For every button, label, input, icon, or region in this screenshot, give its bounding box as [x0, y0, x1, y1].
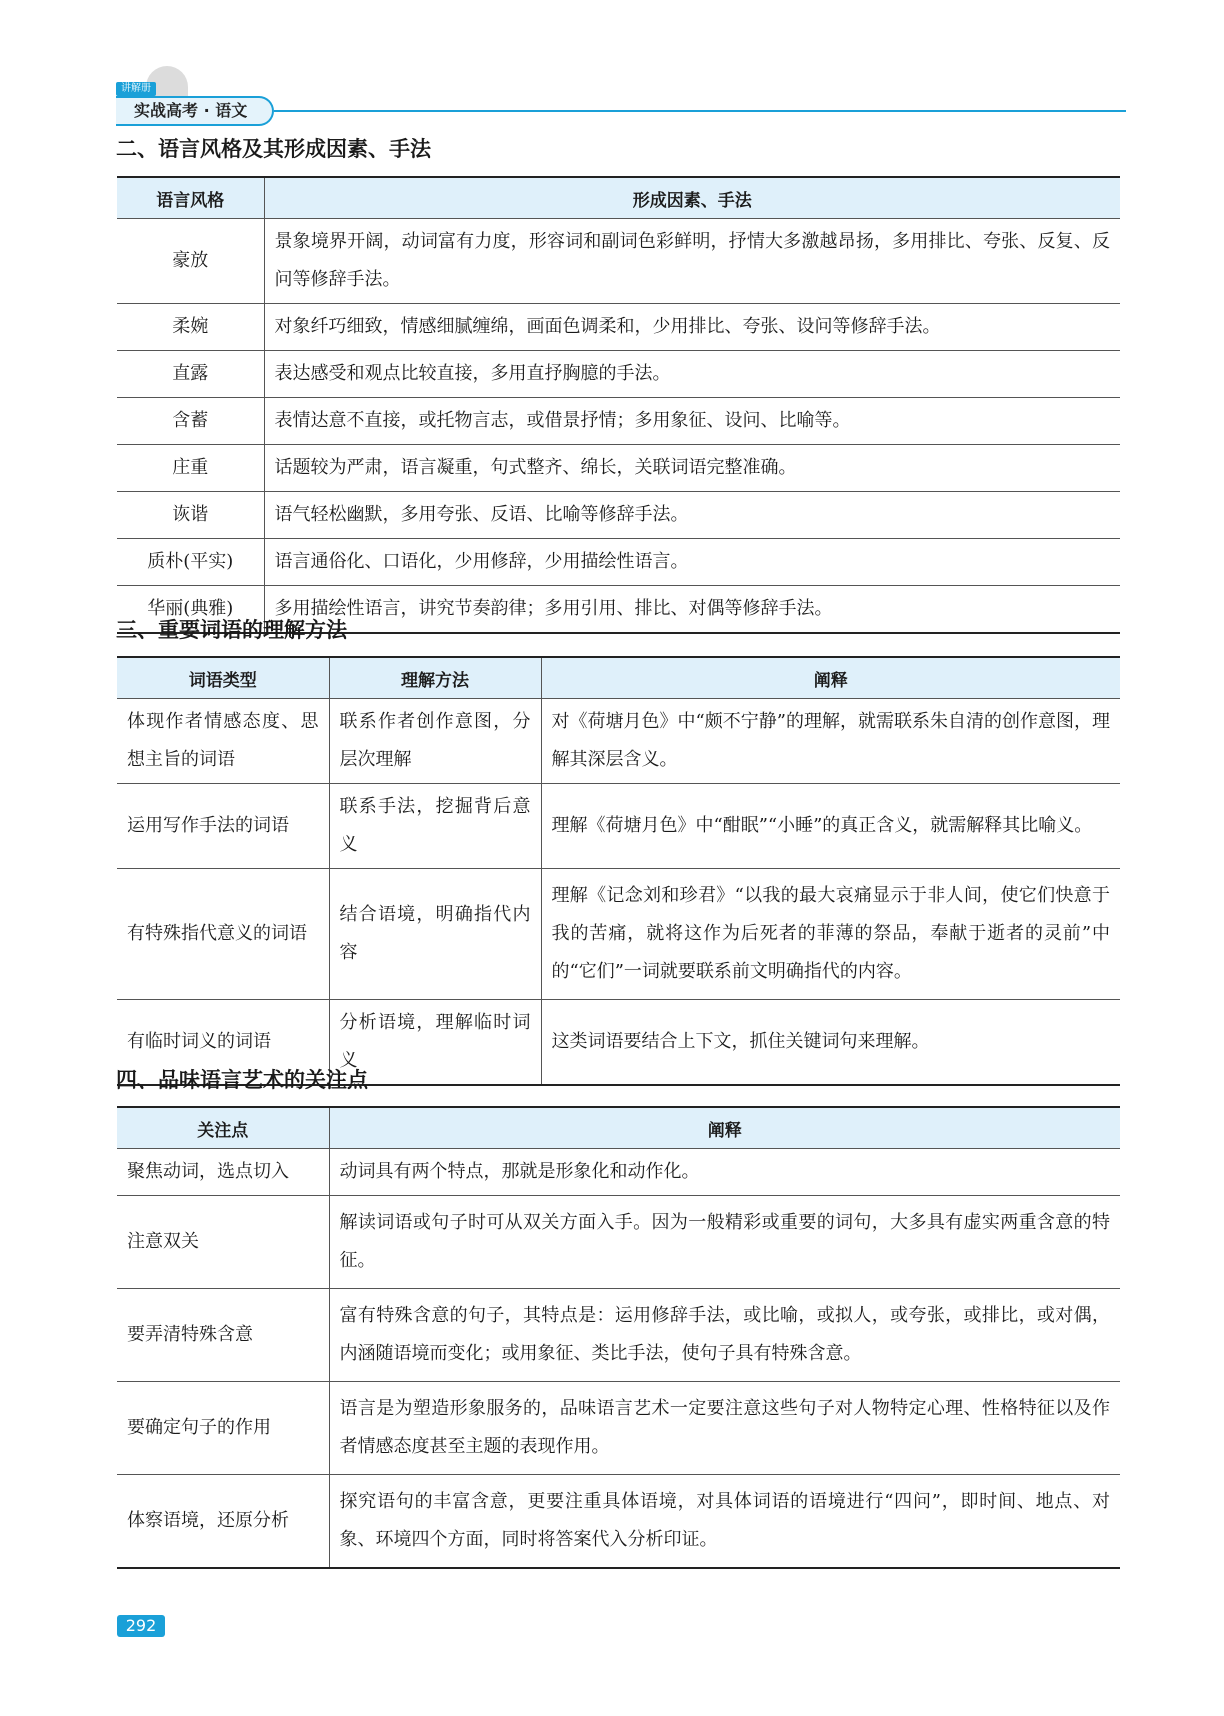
style-desc: 语气轻松幽默，多用夸张、反语、比喻等修辞手法。	[264, 492, 1120, 539]
word-method: 联系手法，挖掘背后意义	[329, 784, 541, 869]
column-header: 阐释	[541, 657, 1120, 699]
style-name: 华丽(典雅)	[117, 586, 264, 634]
style-name: 质朴(平实)	[117, 539, 264, 586]
style-desc: 对象纤巧细致，情感细腻缠绵，画面色调柔和，少用排比、夸张、设问等修辞手法。	[264, 304, 1120, 351]
style-desc: 多用描绘性语言，讲究节奏韵律；多用引用、排比、对偶等修辞手法。	[264, 586, 1120, 634]
section2-title: 二、语言风格及其形成因素、手法	[116, 137, 431, 161]
column-header: 关注点	[117, 1107, 329, 1149]
style-desc: 语言通俗化、口语化，少用修辞，少用描绘性语言。	[264, 539, 1120, 586]
focus-point: 聚焦动词，选点切入	[117, 1149, 329, 1196]
table-header-row	[117, 1107, 1120, 1149]
word-type: 体现作者情感态度、思想主旨的词语	[117, 699, 329, 784]
style-desc: 表达感受和观点比较直接，多用直抒胸臆的手法。	[264, 351, 1120, 398]
focus-explain: 探究语句的丰富含意，更要注重具体语境，对具体词语的语境进行“四问”，即时间、地点、对象、环境四个方面，同时将答案代入分析印证。	[329, 1475, 1120, 1569]
word-type: 有特殊指代意义的词语	[117, 869, 329, 1000]
word-method: 联系作者创作意图，分层次理解	[329, 699, 541, 784]
focus-point: 体察语境，还原分析	[117, 1475, 329, 1569]
word-explain: 对《荷塘月色》中“颇不宁静”的理解，就需联系朱自清的创作意图，理解其深层含义。	[541, 699, 1120, 784]
word-explain: 这类词语要结合上下文，抓住关键词句来理解。	[541, 1000, 1120, 1086]
header-rule	[274, 110, 1126, 112]
style-name: 豪放	[117, 219, 264, 304]
focus-table	[117, 1106, 1120, 1569]
table-row	[117, 304, 1120, 351]
page-number: 292	[117, 1615, 165, 1637]
focus-explain: 动词具有两个特点，那就是形象化和动作化。	[329, 1149, 1120, 1196]
style-desc: 话题较为严肃，语言凝重，句式整齐、绵长，关联词语完整准确。	[264, 445, 1120, 492]
word-table	[117, 656, 1120, 1086]
focus-point: 注意双关	[117, 1196, 329, 1289]
page-header	[116, 66, 1126, 126]
table-row	[117, 1196, 1120, 1289]
word-method: 结合语境，明确指代内容	[329, 869, 541, 1000]
header-badge: 讲解册	[116, 82, 156, 96]
table-row	[117, 219, 1120, 304]
word-type: 运用写作手法的词语	[117, 784, 329, 869]
focus-explain: 语言是为塑造形象服务的，品味语言艺术一定要注意这些句子对人物特定心理、性格特征以及作者情感态度甚至主题的表现作用。	[329, 1382, 1120, 1475]
word-type: 有临时词义的词语	[117, 1000, 329, 1086]
column-header: 语言风格	[117, 177, 264, 219]
style-name: 含蓄	[117, 398, 264, 445]
word-method: 分析语境，理解临时词义	[329, 1000, 541, 1086]
style-name: 柔婉	[117, 304, 264, 351]
style-desc: 景象境界开阔，动词富有力度，形容词和副词色彩鲜明，抒情大多激越昂扬，多用排比、夸张、反复、反问等修辞手法。	[264, 219, 1120, 304]
table-header-row	[117, 657, 1120, 699]
section4-title: 四、品味语言艺术的关注点	[116, 1068, 368, 1092]
table-row	[117, 351, 1120, 398]
column-header: 阐释	[329, 1107, 1120, 1149]
table-row	[117, 1382, 1120, 1475]
table-row	[117, 1149, 1120, 1196]
style-desc: 表情达意不直接，或托物言志，或借景抒情；多用象征、设问、比喻等。	[264, 398, 1120, 445]
focus-explain: 富有特殊含意的句子，其特点是：运用修辞手法，或比喻，或拟人，或夸张，或排比，或对偶，内涵随语境而变化；或用象征、类比手法，使句子具有特殊含意。	[329, 1289, 1120, 1382]
table-row	[117, 699, 1120, 784]
style-name: 直露	[117, 351, 264, 398]
table-row	[117, 1475, 1120, 1569]
table-row	[117, 1289, 1120, 1382]
column-header: 形成因素、手法	[264, 177, 1120, 219]
table-row	[117, 492, 1120, 539]
table-row	[117, 398, 1120, 445]
table-row	[117, 445, 1120, 492]
focus-explain: 解读词语或句子时可从双关方面入手。因为一般精彩或重要的词句，大多具有虚实两重含意的特征。	[329, 1196, 1120, 1289]
focus-point: 要弄清特殊含意	[117, 1289, 329, 1382]
column-header: 理解方法	[329, 657, 541, 699]
header-title: 实战高考 · 语文	[116, 96, 274, 126]
style-name: 诙谐	[117, 492, 264, 539]
table-row	[117, 784, 1120, 869]
word-explain: 理解《荷塘月色》中“酣眠”“小睡”的真正含义，就需解释其比喻义。	[541, 784, 1120, 869]
section3-title: 三、重要词语的理解方法	[116, 618, 347, 642]
column-header: 词语类型	[117, 657, 329, 699]
style-table	[117, 176, 1120, 634]
word-explain: 理解《记念刘和珍君》“以我的最大哀痛显示于非人间，使它们快意于我的苦痛，就将这作为后死者的菲薄的祭品，奉献于逝者的灵前”中的“它们”一词就要联系前文明确指代的内容。	[541, 869, 1120, 1000]
table-header-row	[117, 177, 1120, 219]
focus-point: 要确定句子的作用	[117, 1382, 329, 1475]
style-name: 庄重	[117, 445, 264, 492]
table-row	[117, 869, 1120, 1000]
table-row	[117, 539, 1120, 586]
